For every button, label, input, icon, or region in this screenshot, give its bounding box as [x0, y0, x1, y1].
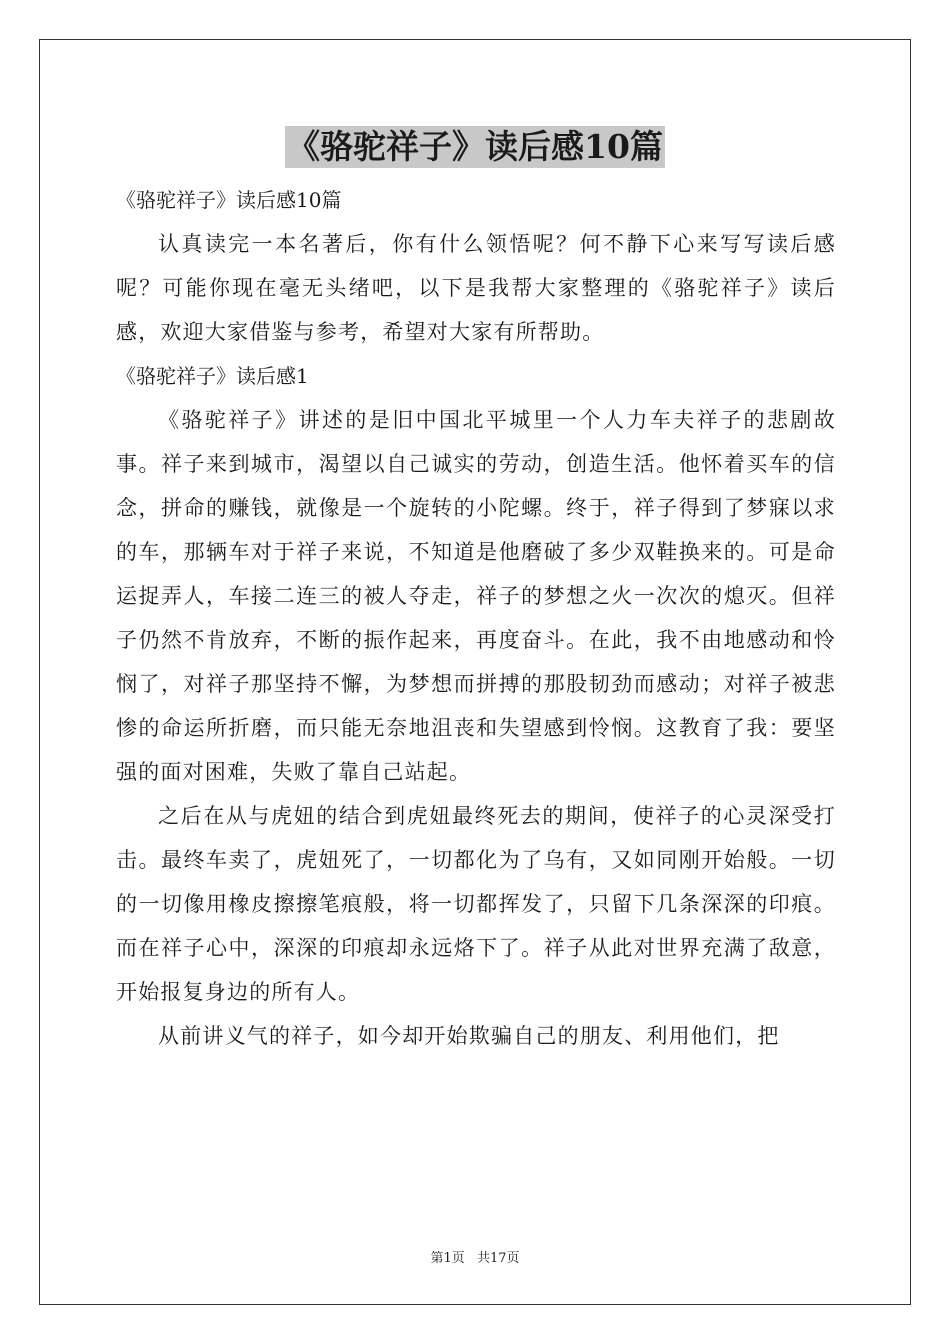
- document-body: [116, 178, 836, 1058]
- page-footer: [0, 1247, 950, 1266]
- body-paragraph-2: 之后在从与虎妞的结合到虎妞最终死去的期间，使祥子的心灵深受打击。最终车卖了，虎妞死了，一切都化为了乌有，又如同刚开始般。一切的一切像用橡皮擦擦笔痕般，将一切都挥发了，只留下几条深深的印痕。而在祥子心中，深深的印痕却永远烙下了。祥子从此对世界充满了敌意，开始报复身边的所有人。: [116, 804, 836, 1004]
- document-title: 《骆驼祥子》读后感10篇: [287, 127, 663, 166]
- page-total: 共17页: [476, 1251, 520, 1266]
- body-paragraph-1: 《骆驼祥子》讲述的是旧中国北平城里一个人力车夫祥子的悲剧故事。祥子来到城市，渴望以自己诚实的劳动，创造生活。他怀着买车的信念，拼命的赚钱，就像是一个旋转的小陀螺。终于，祥子得到了梦寐以求的车，那辆车对于祥子来说，不知道是他磨破了多少双鞋换来的。可是命运捉弄人，车接二连三的被人夺走，祥子的梦想之火一次次的熄灭。但祥子仍然不肯放弃，不断的振作起来，再度奋斗。在此，我不由地感动和怜悯了，对祥子那坚持不懈，为梦想而拼搏的那股韧劲而感动；对祥子被悲惨的命运所折磨，而只能无奈地沮丧和失望感到怜悯。这教育了我：要坚强的面对困难，失败了靠自己站起。: [116, 408, 836, 784]
- body-paragraph-3: 从前讲义气的祥子，如今却开始欺骗自己的朋友、利用他们，把: [158, 1024, 780, 1048]
- title-wrap: [0, 126, 950, 168]
- intro-paragraph: 认真读完一本名著后，你有什么领悟呢？何不静下心来写写读后感呢？可能你现在毫无头绪吧，以下是我帮大家整理的《骆驼祥子》读后感，欢迎大家借鉴与参考，希望对大家有所帮助。: [116, 232, 836, 344]
- section-heading: 《骆驼祥子》读后感1: [116, 364, 309, 388]
- document-subtitle: 《骆驼祥子》读后感10篇: [116, 188, 342, 212]
- page-number: 第1页: [430, 1251, 465, 1266]
